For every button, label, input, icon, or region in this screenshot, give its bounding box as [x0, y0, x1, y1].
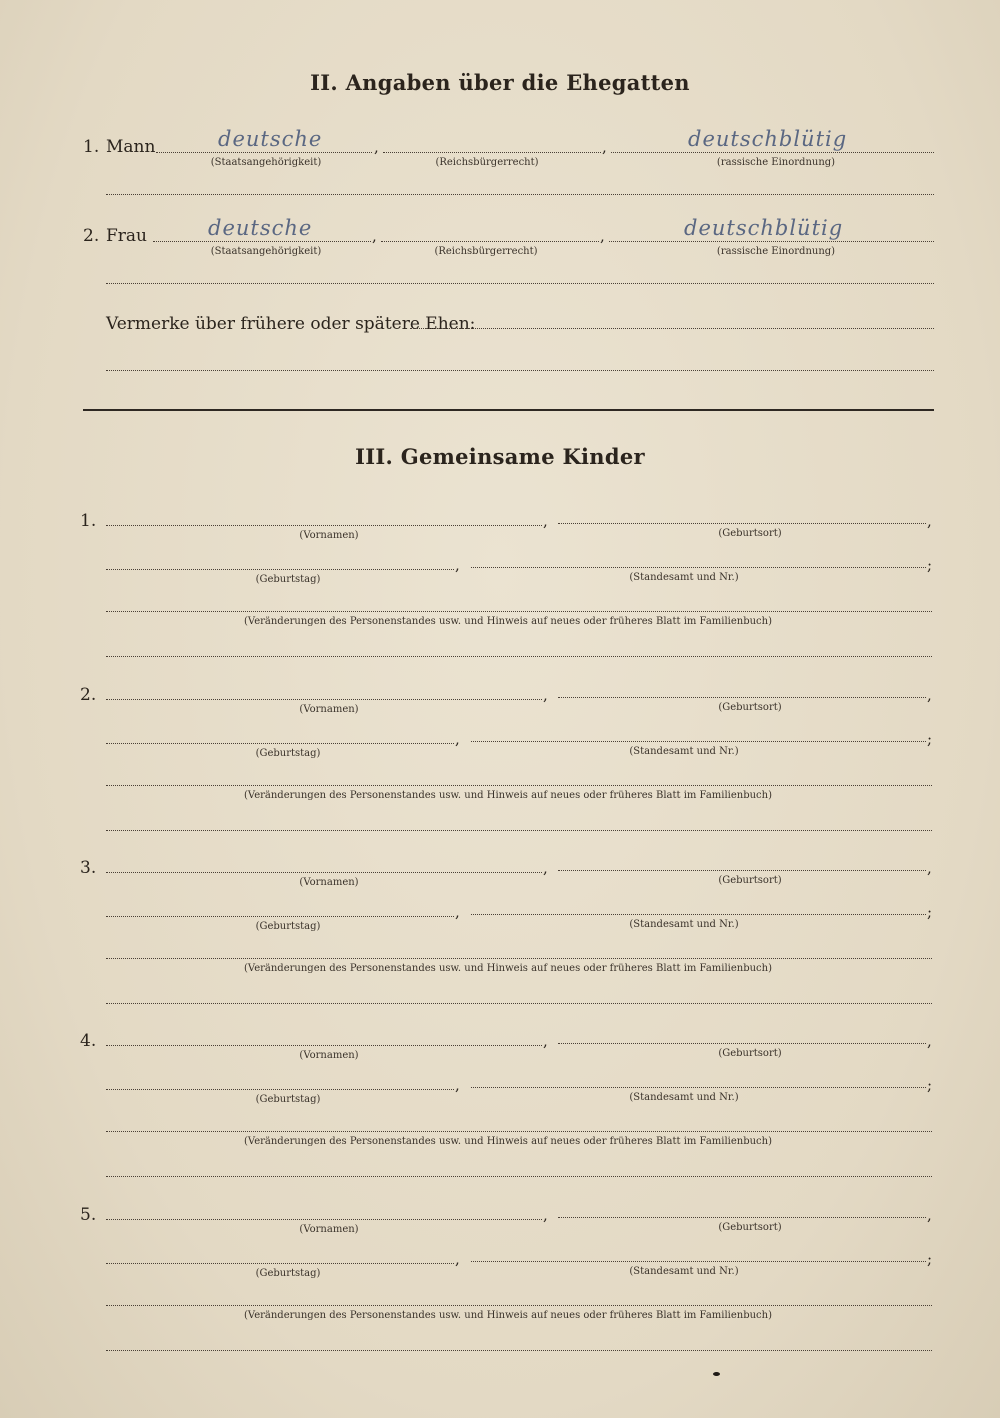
- child-4-geburtstag-line[interactable]: [106, 1089, 454, 1090]
- child-2-vornamen-line[interactable]: [106, 699, 542, 700]
- comma: ,: [455, 1076, 460, 1094]
- caption-geburtstag: (Geburtstag): [255, 748, 321, 759]
- comma: ,: [455, 730, 460, 748]
- section-title-spouses: II. Angaben über die Ehegatten: [310, 70, 690, 95]
- semicolon: ;: [927, 903, 933, 921]
- caption-geburtstag: (Geburtstag): [255, 1094, 321, 1105]
- comma: ,: [927, 1032, 932, 1050]
- caption-race: (rassische Einordnung): [716, 157, 836, 168]
- section-divider: [83, 409, 934, 411]
- caption-standesamt: (Standesamt und Nr.): [629, 572, 739, 583]
- caption-veraenderungen: (Veränderungen des Personenstandes usw. und Hinweis auf neues oder früheres Blatt im Familienbuch): [244, 616, 772, 627]
- caption-geburtstag: (Geburtstag): [255, 1268, 321, 1279]
- caption-reich: (Reichsbürgerrecht): [434, 246, 538, 257]
- child-4-vornamen-line[interactable]: [106, 1045, 542, 1046]
- comma: ,: [602, 138, 607, 156]
- comma: ,: [927, 1206, 932, 1224]
- child-5-geburtstag-line[interactable]: [106, 1263, 454, 1264]
- caption-standesamt: (Standesamt und Nr.): [629, 746, 739, 757]
- child-3-changes-line-2[interactable]: [106, 1003, 932, 1004]
- woman-race-line[interactable]: [609, 241, 934, 242]
- child-2-geburtsort-line[interactable]: [558, 697, 926, 698]
- child-5-number: 5.: [80, 1205, 97, 1225]
- caption-veraenderungen: (Veränderungen des Personenstandes usw. und Hinweis auf neues oder früheres Blatt im Familienbuch): [244, 1310, 772, 1321]
- woman-race-value: deutschblütig: [684, 216, 844, 240]
- child-5-geburtsort-line[interactable]: [558, 1217, 926, 1218]
- semicolon: ;: [927, 730, 933, 748]
- man-race-line[interactable]: [611, 152, 934, 153]
- child-5-changes-line[interactable]: [106, 1305, 932, 1306]
- child-5-standesamt-line[interactable]: [471, 1261, 926, 1262]
- child-2-changes-line-2[interactable]: [106, 830, 932, 831]
- comma: ,: [927, 859, 932, 877]
- child-1-standesamt-line[interactable]: [471, 567, 926, 568]
- child-2-standesamt-line[interactable]: [471, 741, 926, 742]
- woman-citizenship-line[interactable]: [153, 241, 371, 242]
- caption-veraenderungen: (Veränderungen des Personenstandes usw. und Hinweis auf neues oder früheres Blatt im Familienbuch): [244, 1136, 772, 1147]
- child-3-standesamt-line[interactable]: [471, 914, 926, 915]
- comma: ,: [372, 227, 377, 245]
- comma: ,: [543, 686, 548, 704]
- man-number: 1.: [83, 137, 100, 157]
- child-1-geburtsort-line[interactable]: [558, 523, 926, 524]
- caption-vornamen: (Vornamen): [299, 1050, 359, 1061]
- caption-vornamen: (Vornamen): [299, 530, 359, 541]
- caption-geburtsort: (Geburtsort): [718, 1048, 782, 1059]
- caption-standesamt: (Standesamt und Nr.): [629, 1266, 739, 1277]
- semicolon: ;: [927, 556, 933, 574]
- man-citizenship-line[interactable]: [156, 152, 372, 153]
- semicolon: ;: [927, 1250, 933, 1268]
- caption-citizenship: (Staatsangehörigkeit): [210, 157, 322, 168]
- section-title-children: III. Gemeinsame Kinder: [355, 444, 645, 469]
- child-1-geburtstag-line[interactable]: [106, 569, 454, 570]
- child-4-changes-line-2[interactable]: [106, 1176, 932, 1177]
- child-3-geburtsort-line[interactable]: [558, 870, 926, 871]
- caption-geburtstag: (Geburtstag): [255, 921, 321, 932]
- caption-citizenship: (Staatsangehörigkeit): [210, 246, 322, 257]
- child-3-changes-line[interactable]: [106, 958, 932, 959]
- comma: ,: [455, 903, 460, 921]
- comma: ,: [455, 1250, 460, 1268]
- man-label: Mann: [106, 137, 156, 157]
- notes-line-1[interactable]: [410, 328, 934, 329]
- comma: ,: [374, 138, 379, 156]
- child-4-number: 4.: [80, 1031, 97, 1051]
- comma: ,: [543, 859, 548, 877]
- child-2-geburtstag-line[interactable]: [106, 743, 454, 744]
- child-1-vornamen-line[interactable]: [106, 525, 542, 526]
- caption-veraenderungen: (Veränderungen des Personenstandes usw. und Hinweis auf neues oder früheres Blatt im Familienbuch): [244, 963, 772, 974]
- man-citizenship-value: deutsche: [218, 127, 323, 151]
- child-1-number: 1.: [80, 511, 97, 531]
- notes-label: Vermerke über frühere oder spätere Ehen:: [106, 314, 476, 334]
- semicolon: ;: [927, 1076, 933, 1094]
- comma: ,: [927, 512, 932, 530]
- woman-label: Frau: [106, 226, 148, 246]
- man-extra-line[interactable]: [106, 194, 934, 195]
- caption-standesamt: (Standesamt und Nr.): [629, 1092, 739, 1103]
- child-4-geburtsort-line[interactable]: [558, 1043, 926, 1044]
- woman-reich-line[interactable]: [381, 241, 599, 242]
- child-1-changes-line-2[interactable]: [106, 656, 932, 657]
- man-reich-line[interactable]: [383, 152, 601, 153]
- child-2-changes-line[interactable]: [106, 785, 932, 786]
- child-3-vornamen-line[interactable]: [106, 872, 542, 873]
- comma: ,: [455, 556, 460, 574]
- woman-citizenship-value: deutsche: [208, 216, 313, 240]
- child-1-changes-line[interactable]: [106, 611, 932, 612]
- caption-geburtstag: (Geburtstag): [255, 574, 321, 585]
- woman-number: 2.: [83, 226, 100, 246]
- comma: ,: [600, 227, 605, 245]
- woman-extra-line[interactable]: [106, 283, 934, 284]
- comma: ,: [927, 686, 932, 704]
- caption-vornamen: (Vornamen): [299, 704, 359, 715]
- notes-line-2[interactable]: [106, 370, 934, 371]
- comma: ,: [543, 1206, 548, 1224]
- caption-veraenderungen: (Veränderungen des Personenstandes usw. und Hinweis auf neues oder früheres Blatt im Familienbuch): [244, 790, 772, 801]
- caption-geburtsort: (Geburtsort): [718, 528, 782, 539]
- ink-speck: [713, 1372, 720, 1376]
- child-4-changes-line[interactable]: [106, 1131, 932, 1132]
- child-4-standesamt-line[interactable]: [471, 1087, 926, 1088]
- caption-standesamt: (Standesamt und Nr.): [629, 919, 739, 930]
- caption-vornamen: (Vornamen): [299, 877, 359, 888]
- man-race-value: deutschblütig: [688, 127, 848, 151]
- child-2-number: 2.: [80, 685, 97, 705]
- child-3-number: 3.: [80, 858, 97, 878]
- caption-race: (rassische Einordnung): [716, 246, 836, 257]
- child-3-geburtstag-line[interactable]: [106, 916, 454, 917]
- comma: ,: [543, 512, 548, 530]
- child-5-vornamen-line[interactable]: [106, 1219, 542, 1220]
- caption-geburtsort: (Geburtsort): [718, 702, 782, 713]
- comma: ,: [543, 1032, 548, 1050]
- child-5-changes-line-2[interactable]: [106, 1350, 932, 1351]
- caption-geburtsort: (Geburtsort): [718, 875, 782, 886]
- caption-vornamen: (Vornamen): [299, 1224, 359, 1235]
- caption-geburtsort: (Geburtsort): [718, 1222, 782, 1233]
- caption-reich: (Reichsbürgerrecht): [435, 157, 539, 168]
